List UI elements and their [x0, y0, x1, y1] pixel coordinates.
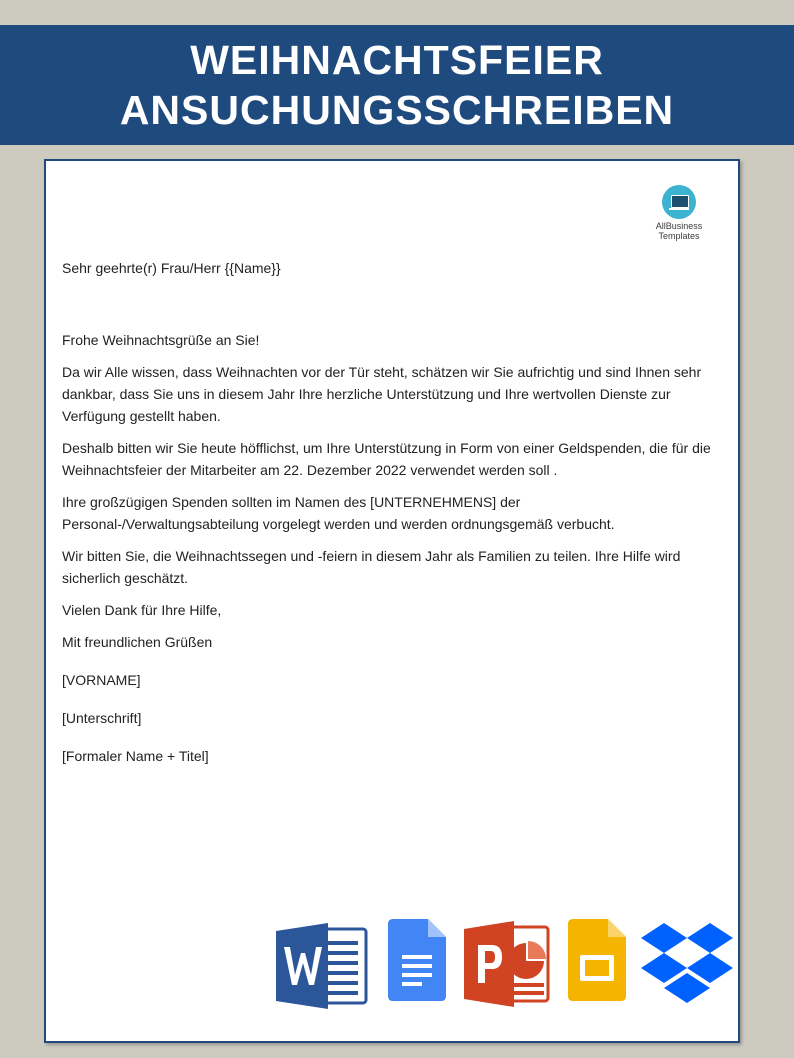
google-slides-icon[interactable]: [568, 919, 626, 1001]
brand-logo: [646, 185, 712, 241]
dropbox-icon[interactable]: [640, 923, 734, 1007]
greeting: Frohe Weihnachtsgrüße an Sie!: [62, 332, 260, 348]
paragraph-4: Wir bitten Sie, die Weihnachtssegen und -feiern in diesem Jahr als Familien zu teilen. Ihre Hilfe wird sicherlich geschätzt.: [62, 548, 681, 586]
formal-name-placeholder: [Formaler Name + Titel]: [62, 748, 209, 764]
paragraph-3: Ihre großzügigen Spenden sollten im Namen des [UNTERNEHMENS] der Personal-/Verwaltungsabteilung vorgelegt werden und werden ordnungsgemäß verbucht.: [62, 494, 615, 532]
thanks-line: Vielen Dank für Ihre Hilfe,: [62, 602, 222, 618]
google-docs-icon[interactable]: [388, 919, 446, 1001]
closing-line: Mit freundlichen Grüßen: [62, 634, 213, 650]
salutation: Sehr geehrte(r) Frau/Herr {{Name}}: [62, 260, 281, 276]
title-line-2: ANSUCHUNGSSCHREIBEN: [119, 87, 675, 133]
word-icon[interactable]: [276, 923, 368, 1009]
logo-text-line-1: AllBusiness: [655, 221, 703, 231]
powerpoint-icon[interactable]: [464, 921, 550, 1007]
signature-placeholder: [Unterschrift]: [62, 710, 142, 726]
document-page: [44, 159, 740, 1043]
letter-body: [62, 257, 712, 783]
title-line-1: WEIHNACHTSFEIER: [190, 37, 604, 83]
logo-text-line-2: Templates: [658, 231, 700, 241]
paragraph-1: Da wir Alle wissen, dass Weihnachten vor der Tür steht, schätzen wir Sie aufrichtig und sind Ihnen sehr dankbar, dass Sie uns in diesem Jahr Ihre herzliche Unterstützung und Ihre wertvollen Dienste zur Verfügung gestellt haben.: [62, 364, 702, 424]
format-icons: [276, 919, 736, 1009]
firstname-placeholder: [VORNAME]: [62, 672, 141, 688]
laptop-icon: [662, 185, 696, 219]
paragraph-2: Deshalb bitten wir Sie heute höfflichst, um Ihre Unterstützung in Form von einer Geldspenden, die für die Weihnachtsfeier der Mitarbeiter am 22. Dezember 2022 verwendet werden soll .: [62, 440, 711, 478]
title-banner: [0, 25, 794, 145]
